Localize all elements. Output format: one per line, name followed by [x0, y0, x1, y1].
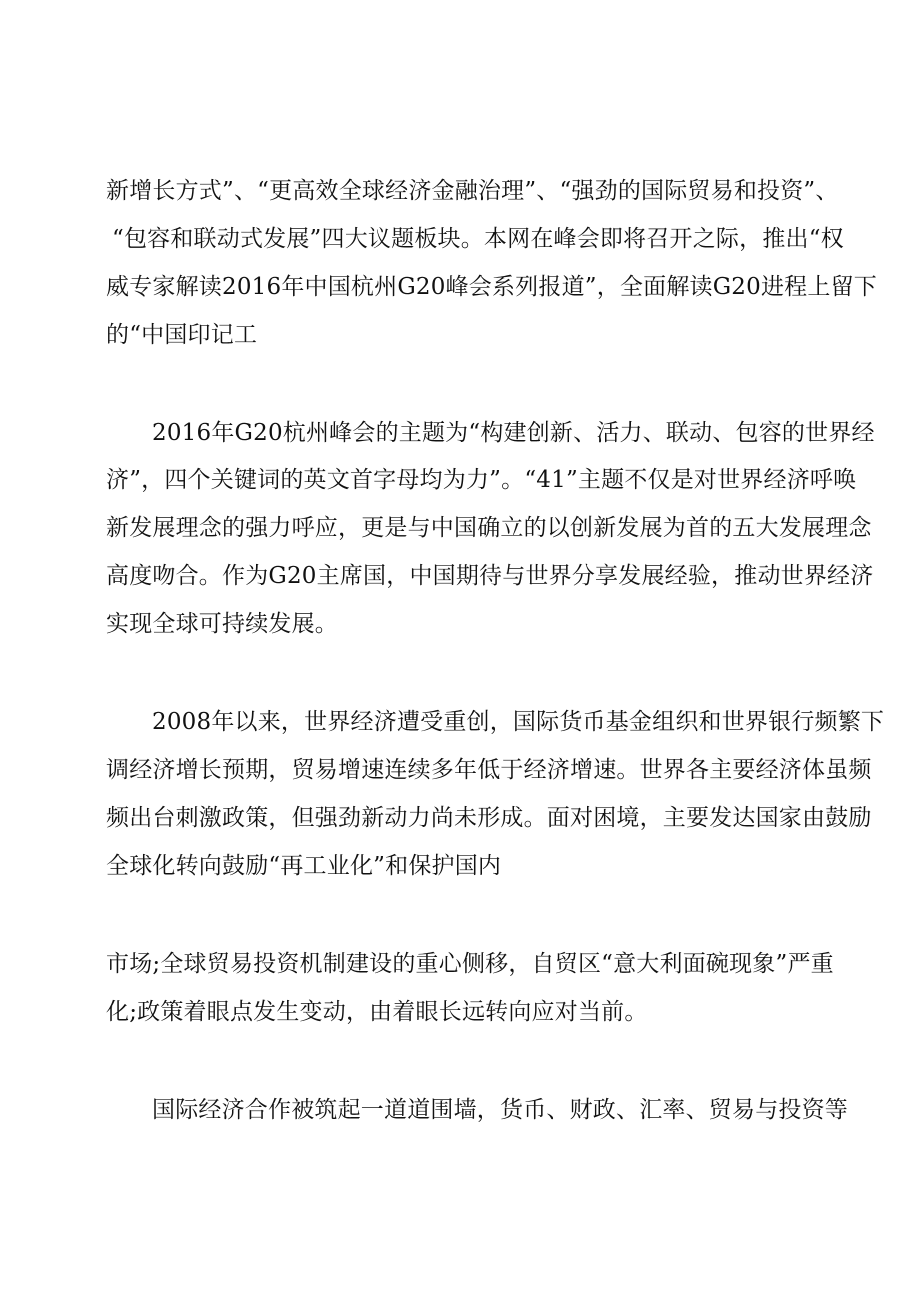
paragraph-2-line-2: 济”，四个关键词的英文首字母均为力”。“41”主题不仅是对世界经济呼唤: [106, 467, 857, 493]
paragraph-3-line-2: 调经济增长预期，贸易增速连续多年低于经济增速。世界各主要经济体虽频: [106, 757, 872, 783]
paragraph-1-line-3: 威专家解读2016年中国杭州G20峰会系列报道”，全面解读G20进程上留下: [106, 274, 877, 300]
paragraph-4-line-2: 化;政策着眼点发生变动，由着眼长远转向应对当前。: [106, 999, 648, 1025]
paragraph-1-line-4: 的“中国印记工: [106, 322, 258, 348]
paragraph-2-line-5: 实现全球可持续发展。: [106, 611, 338, 637]
paragraph-3-line-3: 频出台刺激政策，但强劲新动力尚未形成。面对困境，主要发达国家由鼓励: [106, 805, 872, 831]
paragraph-1-line-2: “包容和联动式发展”四大议题板块。本网在峰会即将召开之际，推出“权: [112, 226, 844, 252]
paragraph-5-line-1: 国际经济合作被筑起一道道围墙，货币、财政、汇率、贸易与投资等: [152, 1097, 848, 1123]
paragraph-2-line-4: 高度吻合。作为G20主席国，中国期待与世界分享发展经验，推动世界经济: [106, 563, 874, 589]
paragraph-3-line-4: 全球化转向鼓励“再工业化”和保护国内: [106, 853, 502, 879]
paragraph-2-line-1: 2016年G20杭州峰会的主题为“构建创新、活力、联动、包容的世界经: [152, 420, 875, 446]
paragraph-1-line-1: 新增长方式”、“更高效全球经济金融治理”、“强劲的国际贸易和投资”、: [106, 178, 839, 204]
paragraph-3-line-1: 2008年以来，世界经济遭受重创，国际货币基金组织和世界银行频繁下: [152, 709, 885, 735]
paragraph-4-line-1: 市场;全球贸易投资机制建设的重心侧移，自贸区“意大利面碗现象”严重: [106, 951, 834, 977]
paragraph-2-line-3: 新发展理念的强力呼应，更是与中国确立的以创新发展为首的五大发展理念: [106, 515, 872, 541]
